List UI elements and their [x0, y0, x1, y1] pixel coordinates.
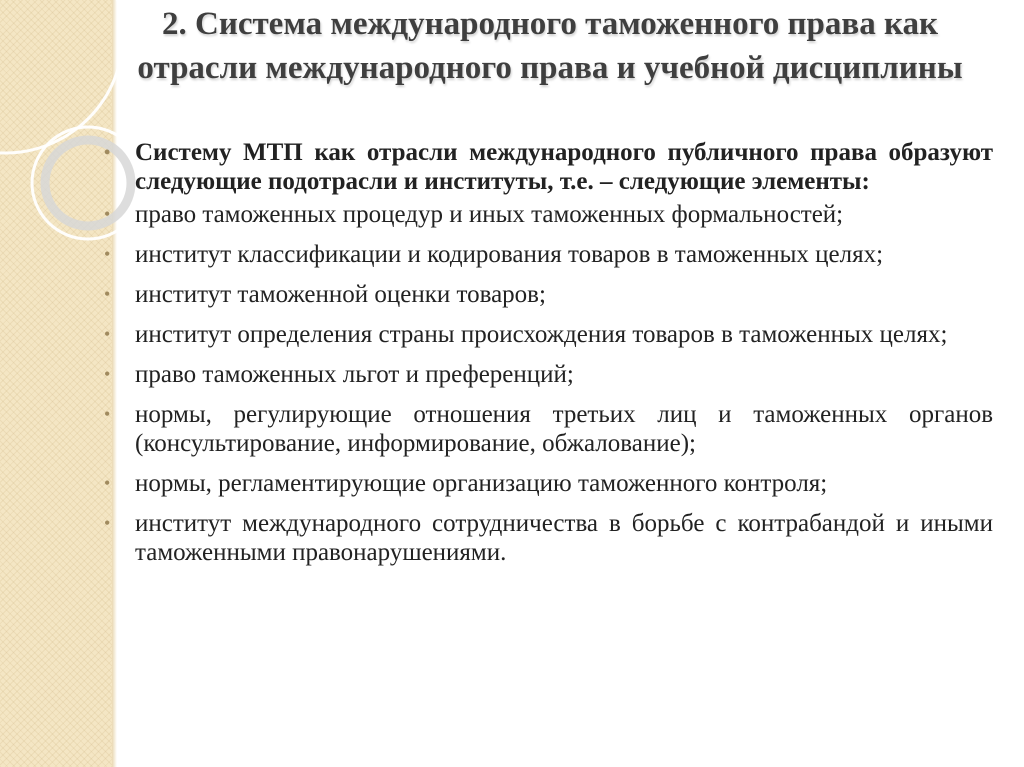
bullet-dot-icon: • — [104, 142, 111, 162]
bullet-dot-icon: • — [104, 404, 111, 424]
bullet-list — [100, 138, 993, 578]
slide-title: 2. Система международного таможенного права как отрасли международного права и учебной дисциплины — [137, 6, 963, 86]
list-item — [100, 200, 993, 229]
list-item — [100, 280, 993, 309]
list-item-text: право таможенных процедур и иных таможенных формальностей; — [135, 201, 844, 228]
bullet-dot-icon: • — [104, 204, 111, 224]
list-item-text: институт классификации и кодирования товаров в таможенных целях; — [135, 241, 884, 268]
bullet-dot-icon: • — [104, 284, 111, 304]
list-item-text: институт международного сотрудничества в борьбе с контрабандой и иными таможенными правонарушениями. — [135, 510, 993, 566]
bullet-dot-icon: • — [104, 473, 111, 493]
bullet-dot-icon: • — [104, 324, 111, 344]
list-item-text: институт таможенной оценки товаров; — [135, 281, 546, 308]
list-item — [100, 320, 993, 349]
list-item-text: нормы, регламентирующие организацию таможенного контроля; — [135, 470, 828, 497]
list-item — [100, 138, 993, 196]
bullet-dot-icon: • — [104, 513, 111, 533]
bullet-dot-icon: • — [104, 244, 111, 264]
list-item — [100, 469, 993, 498]
list-item — [100, 509, 993, 567]
list-item-text: Систему МТП как отрасли международного публичного права образуют следующие подотрасли и институты, т.е. – следующие элементы: — [135, 139, 993, 195]
list-item-text: право таможенных льгот и преференций; — [135, 361, 574, 388]
list-item — [100, 400, 993, 458]
list-item — [100, 240, 993, 269]
list-item-text: институт определения страны происхождения товаров в таможенных целях; — [135, 321, 948, 348]
list-item — [100, 360, 993, 389]
list-item-text: нормы, регулирующие отношения третьих лиц и таможенных органов (консультирование, информирование, обжалование); — [135, 401, 993, 457]
bullet-dot-icon: • — [104, 364, 111, 384]
side-decorative-panel — [0, 0, 112, 767]
